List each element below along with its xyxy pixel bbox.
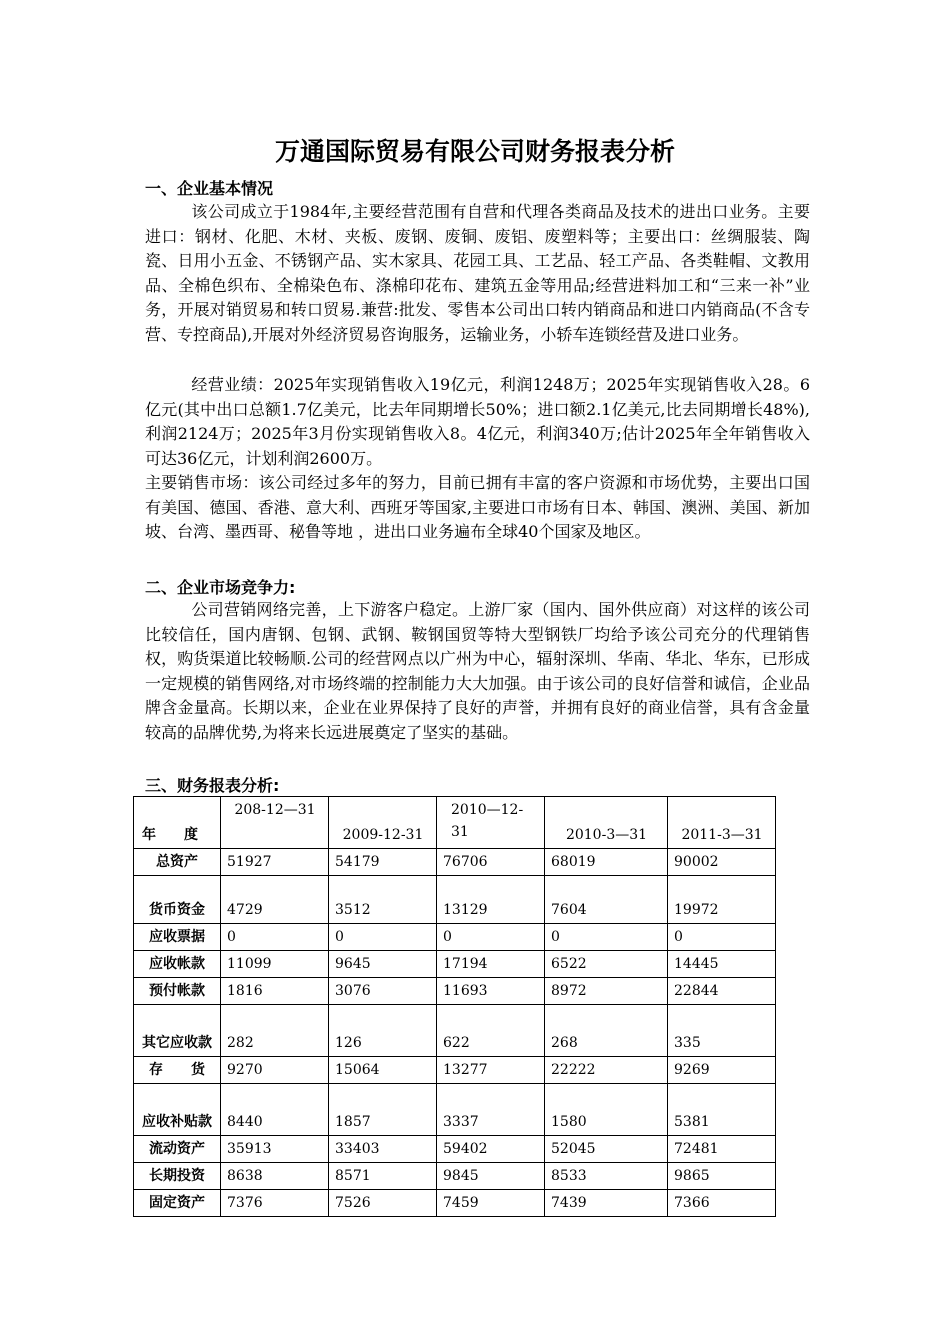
table-cell: 4729: [221, 876, 329, 924]
table-cell: 59402: [437, 1136, 545, 1163]
table-cell: 0: [668, 924, 776, 951]
row-label: 其它应收款: [134, 1005, 221, 1057]
table-cell: 7459: [437, 1190, 545, 1217]
section-1-paragraph-3: 主要销售市场：该公司经过多年的努力，目前已拥有丰富的客户资源和市场优势，主要出口国有美国、德国、香港、意大利、西班牙等国家,主要进口市场有日本、韩国、澳洲、美国、新加坡、台湾、墨西哥、秘鲁等地 ，进出口业务遍布全球40个国家及地区。: [145, 473, 810, 541]
table-cell: 9845: [437, 1163, 545, 1190]
row-label: 总资产: [134, 849, 221, 876]
table-cell: 8440: [221, 1084, 329, 1136]
table-row: [134, 849, 776, 876]
row-label: 存 货: [134, 1057, 221, 1084]
table-cell: 35913: [221, 1136, 329, 1163]
table-cell: 11099: [221, 951, 329, 978]
year-corner-cell: 年 度: [134, 797, 221, 849]
column-header: 2010—12-31: [437, 797, 545, 849]
table-cell: 0: [221, 924, 329, 951]
table-cell: 3076: [329, 978, 437, 1005]
table-cell: 33403: [329, 1136, 437, 1163]
table-cell: 13129: [437, 876, 545, 924]
table-row: [134, 1190, 776, 1217]
table-row: [134, 1084, 776, 1136]
table-cell: 8638: [221, 1163, 329, 1190]
table-cell: 1857: [329, 1084, 437, 1136]
table-cell: 6522: [545, 951, 668, 978]
row-label: 固定资产: [134, 1190, 221, 1217]
table-cell: 335: [668, 1005, 776, 1057]
table-row: [134, 1163, 776, 1190]
table-cell: 22844: [668, 978, 776, 1005]
document-title: 万通国际贸易有限公司财务报表分析: [274, 137, 675, 166]
section-2-heading: 二、企业市场竞争力:: [145, 578, 296, 597]
table-cell: 51927: [221, 849, 329, 876]
table-cell: 282: [221, 1005, 329, 1057]
table-row: [134, 924, 776, 951]
table-cell: 9270: [221, 1057, 329, 1084]
table-row: [134, 876, 776, 924]
row-label: 应收帐款: [134, 951, 221, 978]
section-1-paragraph-1: 该公司成立于1984年,主要经营范围有自营和代理各类商品及技术的进出口业务。主要进口：钢材、化肥、木材、夹板、废钢、废铜、废铝、废塑料等；主要出口：丝绸服装、陶瓷、日用小五金、不锈钢产品、实木家具、花园工具、工艺品、轻工产品、各类鞋帽、文教用品、全棉色织布、全棉染色布、涤棉印花布、建筑五金等用品;经营进料加工和“三来一补”业务，开展对销贸易和转口贸易.兼营:批发、零售本公司出口转内销商品和进口内销商品(不含专营、专控商品),开展对外经济贸易咨询服务，运输业务，小轿车连锁经营及进口业务。: [145, 202, 810, 344]
section-1-heading: 一、企业基本情况: [145, 179, 274, 198]
table-cell: 0: [545, 924, 668, 951]
row-label: 流动资产: [134, 1136, 221, 1163]
table-cell: 19972: [668, 876, 776, 924]
row-label: 货币资金: [134, 876, 221, 924]
table-row: [134, 978, 776, 1005]
table-cell: 68019: [545, 849, 668, 876]
table-cell: 0: [329, 924, 437, 951]
table-cell: 268: [545, 1005, 668, 1057]
row-label: 长期投资: [134, 1163, 221, 1190]
table-cell: 13277: [437, 1057, 545, 1084]
table-cell: 90002: [668, 849, 776, 876]
section-1-paragraph-2: 经营业绩：2025年实现销售收入19亿元，利润1248万；2025年实现销售收入28。6亿元(其中出口总额1.7亿美元，比去年同期增长50%；进口额2.1亿美元,比去同期增长48%),利润2124万；2025年3月份实现销售收入8。4亿元，利润340万;估计2025年全年销售收入可达36亿元，计划利润2600万。: [145, 375, 810, 468]
table-cell: 14445: [668, 951, 776, 978]
table-cell: 622: [437, 1005, 545, 1057]
table-cell: 5381: [668, 1084, 776, 1136]
financial-table: [133, 796, 776, 1217]
table-cell: 9269: [668, 1057, 776, 1084]
table-row: [134, 1136, 776, 1163]
table-cell: 7526: [329, 1190, 437, 1217]
table-cell: 9645: [329, 951, 437, 978]
column-header: 2011-3—31: [668, 797, 776, 849]
table-cell: 72481: [668, 1136, 776, 1163]
table-header-row: [134, 797, 776, 849]
column-header: 2010-3—31: [545, 797, 668, 849]
table-row: [134, 951, 776, 978]
table-cell: 0: [437, 924, 545, 951]
row-label: 预付帐款: [134, 978, 221, 1005]
table-row: [134, 1057, 776, 1084]
table-cell: 54179: [329, 849, 437, 876]
table-cell: 17194: [437, 951, 545, 978]
column-header: 208-12—31: [221, 797, 329, 849]
table-cell: 8972: [545, 978, 668, 1005]
table-cell: 126: [329, 1005, 437, 1057]
table-cell: 1580: [545, 1084, 668, 1136]
section-3-heading: 三、财务报表分析:: [145, 776, 280, 795]
table-cell: 8571: [329, 1163, 437, 1190]
table-cell: 76706: [437, 849, 545, 876]
table-cell: 3512: [329, 876, 437, 924]
table-cell: 8533: [545, 1163, 668, 1190]
table-cell: 3337: [437, 1084, 545, 1136]
row-label: 应收补贴款: [134, 1084, 221, 1136]
table-cell: 15064: [329, 1057, 437, 1084]
table-cell: 9865: [668, 1163, 776, 1190]
table-cell: 1816: [221, 978, 329, 1005]
table-cell: 7604: [545, 876, 668, 924]
section-2-paragraph-1: 公司营销网络完善，上下游客户稳定。上游厂家（国内、国外供应商）对这样的该公司比较信任，国内唐钢、包钢、武钢、鞍钢国贸等特大型钢铁厂均给予该公司充分的代理销售权，购货渠道比较畅顺.公司的经营网点以广州为中心，辐射深圳、华南、华北、华东，已形成一定规模的销售网络,对市场终端的控制能力大大加强。由于该公司的良好信誉和诚信，企业品牌含金量高。长期以来，企业在业界保持了良好的声誉，并拥有良好的商业信誉，具有含金量较高的品牌优势,为将来长远进展奠定了坚实的基础。: [145, 600, 810, 742]
table-cell: 7376: [221, 1190, 329, 1217]
table-cell: 7439: [545, 1190, 668, 1217]
table-row: [134, 1005, 776, 1057]
table-cell: 52045: [545, 1136, 668, 1163]
column-header: 2009-12-31: [329, 797, 437, 849]
row-label: 应收票据: [134, 924, 221, 951]
table-cell: 7366: [668, 1190, 776, 1217]
table-cell: 22222: [545, 1057, 668, 1084]
table-cell: 11693: [437, 978, 545, 1005]
